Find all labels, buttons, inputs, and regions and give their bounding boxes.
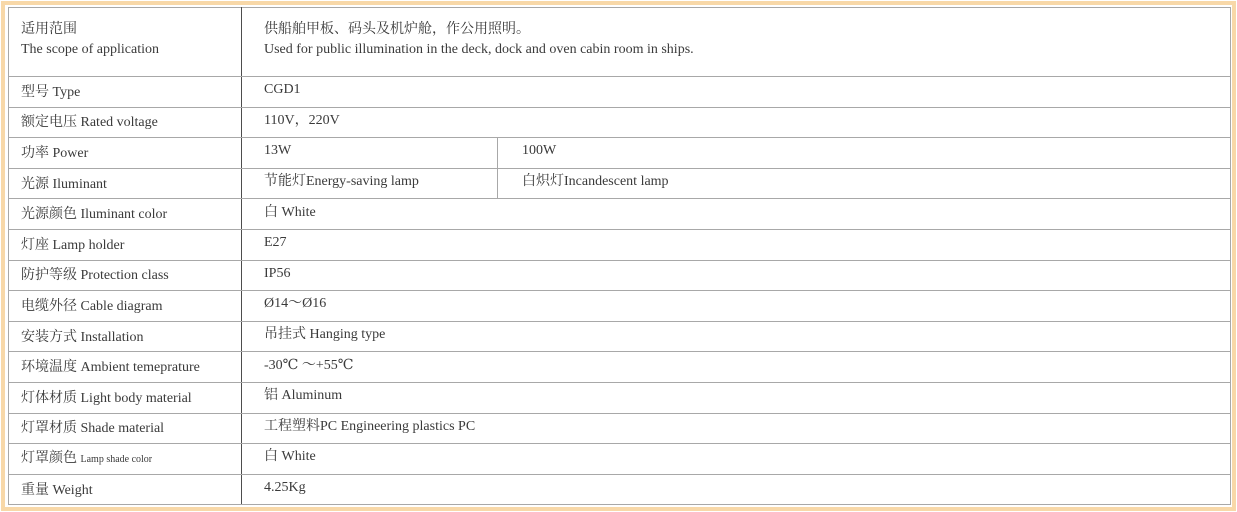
spec-value-cell: IP56 <box>242 260 1231 291</box>
spec-row-cable-diagram <box>9 291 1231 322</box>
spec-value-cell: 4.25Kg <box>242 474 1231 505</box>
spec-label-cell <box>9 413 242 444</box>
spec-label-cell <box>9 77 242 108</box>
spec-value-cell-incandescent: 白炽灯Incandescent lamp <box>498 168 1231 199</box>
spec-table <box>8 7 1231 505</box>
spec-row-lamp-shade-color <box>9 444 1231 475</box>
label-zh: 灯体材质 <box>21 390 77 406</box>
spec-label-cell <box>9 168 242 199</box>
label-zh: 环境温度 <box>21 360 77 376</box>
label-en: Light body material <box>80 390 192 406</box>
spec-row-rated-voltage <box>9 107 1231 138</box>
label-en: Shade material <box>80 421 165 437</box>
label-en: Lamp holder <box>52 237 125 253</box>
spec-value-cell-energy-saving: 13W <box>242 138 498 169</box>
spec-value-cell: 110V，220V <box>242 107 1231 138</box>
spec-value-cell: 白 White <box>242 199 1231 230</box>
label-zh: 适用范围 <box>21 22 77 37</box>
label-zh: 灯罩材质 <box>21 421 77 437</box>
value-zh: 供船舶甲板、码头及机炉舱，作公用照明。 <box>264 22 530 37</box>
label-zh: 额定电压 <box>21 115 77 131</box>
label-en: Power <box>52 145 89 161</box>
spec-row-protection-class <box>9 260 1231 291</box>
spec-value-cell: -30℃ ～+55℃ <box>242 352 1231 383</box>
spec-value-cell: 白 White <box>242 444 1231 475</box>
spec-label-cell <box>9 229 242 260</box>
spec-value-cell-incandescent: 100W <box>498 138 1231 169</box>
label-zh: 光源颜色 <box>21 207 77 223</box>
label-en: Lamp shade color <box>80 454 153 466</box>
label-zh: 电缆外径 <box>21 298 77 314</box>
spec-value-cell-energy-saving: 节能灯Energy-saving lamp <box>242 168 498 199</box>
spec-label-cell <box>9 352 242 383</box>
spec-value-cell: Ø14～Ø16 <box>242 291 1231 322</box>
label-zh: 型号 <box>21 84 49 100</box>
label-zh: 灯座 <box>21 237 49 253</box>
label-en: Rated voltage <box>80 115 158 131</box>
spec-row-type <box>9 77 1231 108</box>
label-en: Protection class <box>80 268 169 284</box>
value-en: Used for public illumination in the deck, dock and oven cabin room in ships. <box>264 42 694 57</box>
spec-label-cell <box>9 321 242 352</box>
label-zh: 防护等级 <box>21 268 77 284</box>
spec-row-light-body-material <box>9 382 1231 413</box>
spec-row-iluminant <box>9 168 1231 199</box>
spec-row-power <box>9 138 1231 169</box>
spec-label-cell <box>9 474 242 505</box>
label-zh: 灯罩颜色 <box>21 451 77 467</box>
label-en: Iluminant <box>52 176 107 192</box>
spec-value-cell: E27 <box>242 229 1231 260</box>
spec-row-iluminant-color <box>9 199 1231 230</box>
spec-value-cell: 吊挂式 Hanging type <box>242 321 1231 352</box>
spec-value-cell <box>242 8 1231 77</box>
spec-value-cell: CGD1 <box>242 77 1231 108</box>
spec-label-cell <box>9 291 242 322</box>
label-zh: 重量 <box>21 482 49 498</box>
label-zh: 功率 <box>21 145 49 161</box>
spec-label-cell <box>9 138 242 169</box>
label-en: Cable diagram <box>80 298 163 314</box>
spec-row-installation <box>9 321 1231 352</box>
spec-row-lamp-holder <box>9 229 1231 260</box>
label-en: Type <box>52 84 81 100</box>
label-en: Installation <box>80 329 144 345</box>
label-zh: 光源 <box>21 176 49 192</box>
spec-label-cell <box>9 8 242 77</box>
spec-value-cell: 工程塑料PC Engineering plastics PC <box>242 413 1231 444</box>
spec-label-cell <box>9 260 242 291</box>
spec-label-cell <box>9 382 242 413</box>
spec-label-cell <box>9 199 242 230</box>
spec-row-ambient-temperature <box>9 352 1231 383</box>
label-en: Weight <box>52 482 93 498</box>
spec-row-scope <box>9 8 1231 77</box>
label-en: Ambient temeprature <box>80 360 200 376</box>
label-en: The scope of application <box>21 42 160 57</box>
spec-sheet-frame <box>1 1 1236 511</box>
spec-value-cell: 铝 Aluminum <box>242 382 1231 413</box>
label-en: Iluminant color <box>80 207 168 223</box>
spec-row-shade-material <box>9 413 1231 444</box>
spec-label-cell <box>9 444 242 475</box>
label-zh: 安装方式 <box>21 329 77 345</box>
spec-label-cell <box>9 107 242 138</box>
spec-row-weight <box>9 474 1231 505</box>
